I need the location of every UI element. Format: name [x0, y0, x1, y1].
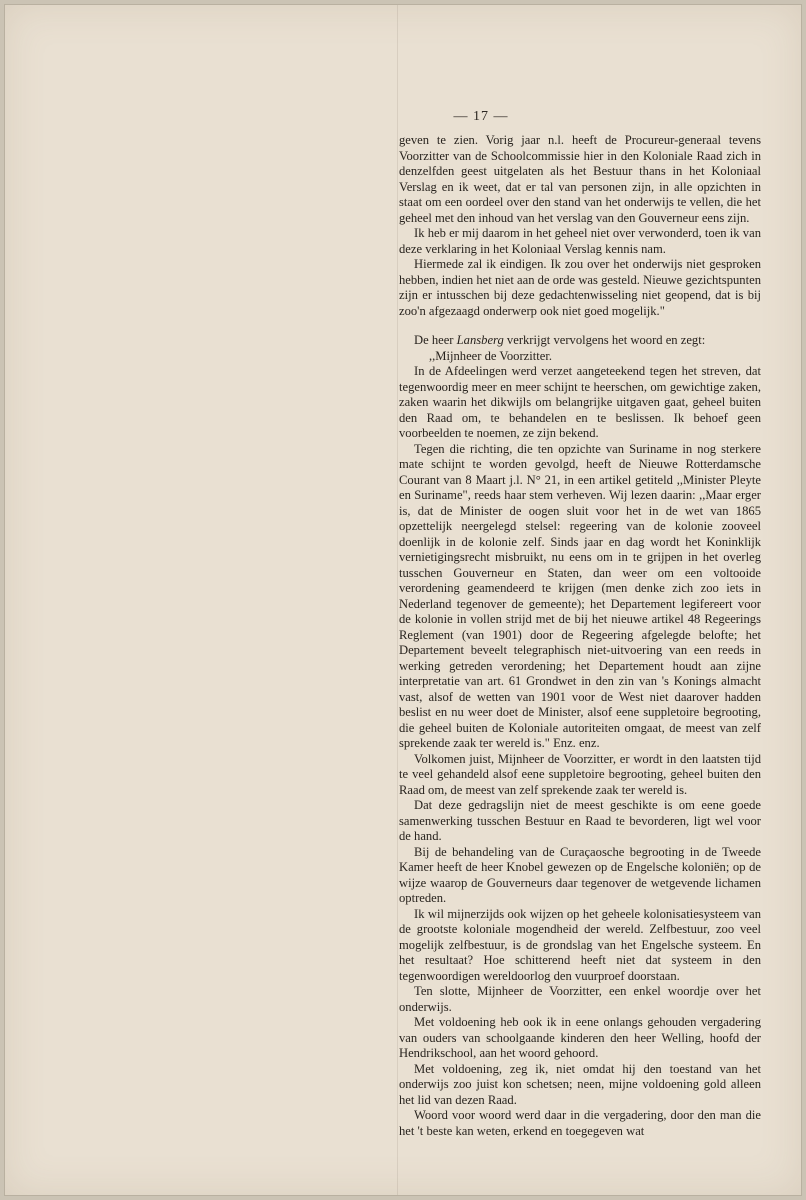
paragraph: Tegen die richting, die ten opzichte van Suriname in nog sterkere mate schijnt te worden gevolgd, heeft de Nieuwe Rotterdamsche Courant van 8 Maart j.l. N° 21, in een artikel getiteld ,,Minister Pleyte en Suriname", reeds haar stem verheven. Wij lezen daarin: ,,Maar erger is, dat de Minister de oogen sluit voor het in de wet van 1865 opzettelijk neergelegd stelsel: regeering van de kolonie zooveel doenlijk in de kolonie zelf. Sinds jaar en dag wordt het Koninklijk vernietigingsrecht misbruikt, nu eens om in te grijpen in het overleg tusschen Gouverneur en Staten, dan weer om een voltooide verordening geamendeerd te krijgen (men denke zich zoo iets in Nederland tegenover de gemeente); het Departement legifereert voor de kolonie in vollen strijd met de bij het nieuwe artikel 48 Regeerings Reglement (van 1901) door de Regeering afgelegde belofte; het Departement beveelt telegraphisch niet-uitvoering van een reeds in werking getreden verordening; het Departement houdt aan zijne interpretatie van art. 61 Grondwet in den zin van 's Konings almacht vast, alsof de wetten van 1901 voor de West niet daarover hadden beslist en nu weer doet de Minister, alsof eene suppletoire begrooting, die geheel buiten de Koloniale autoriteiten omgaat, de meest van zelf sprekende zaak ter wereld is." Enz. enz.	[399, 441, 761, 750]
paragraph: Ik heb er mij daarom in het geheel niet over verwonderd, toen ik van deze verklaring in het Koloniaal Verslag kennis nam.	[399, 226, 761, 256]
page-fold	[397, 5, 398, 1195]
paragraph: Met voldoening, zeg ik, niet omdat hij den toestand van het onderwijs zoo juist kon schetsen; neen, mijne voldoening gold alleen het lid van dezen Raad.	[399, 1061, 761, 1107]
paragraph: Ten slotte, Mijnheer de Voorzitter, een enkel woordje over het onderwijs.	[399, 984, 761, 1014]
text-column	[399, 133, 761, 1139]
paragraph: Woord voor woord werd daar in die vergadering, door den man die het 't beste kan weten, erkend en toegegeven wat	[399, 1108, 761, 1138]
address-line: ,,Mijnheer de Voorzitter.	[429, 348, 552, 363]
paragraph: Ik wil mijnerzijds ook wijzen op het geheele kolonisatiesysteem van de grootste koloniale mogendheid der wereld. Zelfbestuur, zoo veel mogelijk zelfbestuur, is de grondslag van het Engelsche systeem. En het resultaat? Hoe schitterend heeft niet dat systeem in den tegenwoordigen wereldoorlog den vuurproef doorstaan.	[399, 906, 761, 983]
paragraph: Met voldoening heb ook ik in eene onlangs gehouden vergadering van ouders van schoolgaande kinderen den heer Welling, hoofd der Hendrikschool, aan het woord gehoord.	[399, 1015, 761, 1060]
document-page	[4, 4, 802, 1196]
speaker-name: Lansberg	[456, 333, 504, 347]
speaker-intro: De heer Lansberg verkrijgt vervolgens het woord en zegt:	[414, 333, 706, 347]
paragraph: Hiermede zal ik eindigen. Ik zou over het onderwijs niet gesproken hebben, indien het niet aan de orde was gesteld. Nieuwe gezichtspunten zijn er intusschen bij deze gedachtenwisseling niet geopend, dat is bij zoo'n afgezaagd onderwerp ook niet goed mogelijk."	[399, 257, 761, 318]
paragraph: In de Afdeelingen werd verzet aangeteekend tegen het streven, dat tegenwoordig meer en meer schijnt te heerschen, om gewichtige zaken, zaken waarin het dikwijls om belangrijke uitgaven gaat, geheel buiten den Raad om, te behandelen en te beslissen. Ik behoef geen voorbeelden te noemen, ze zijn bekend.	[399, 364, 761, 440]
paragraph: Bij de behandeling van de Curaçaosche begrooting in de Tweede Kamer heeft de heer Knobel gewezen op de Engelsche koloniën; op de wijze waarop de Gouverneurs daar tegenover de wetgevende lichamen optreden.	[399, 844, 761, 905]
paragraph: Dat deze gedragslijn niet de meest geschikte is om eene goede samenwerking tusschen Bestuur en Raad te bevorderen, ligt wel voor de hand.	[399, 798, 761, 843]
paragraph: Volkomen juist, Mijnheer de Voorzitter, er wordt in den laatsten tijd te veel gehandeld alsof eene suppletoire begrooting, geheel buiten den Raad om, de meest van zelf sprekende zaak ter wereld is.	[399, 751, 761, 797]
page-number: — 17 —	[453, 109, 509, 124]
paragraph: geven te zien. Vorig jaar n.l. heeft de Procureur-generaal tevens Voorzitter van de Schoolcommissie hier in den Koloniale Raad zich in denzelfden geest uitgelaten als het Bestuur thans in het Koloniaal Verslag en ik weet, dat er tal van personen zijn, in alle opzichten in staat om een oordeel over den stand van het onderwijs te vellen, die het geheel met den inhoud van het verslag van den Gouverneur eens zijn.	[399, 133, 761, 225]
